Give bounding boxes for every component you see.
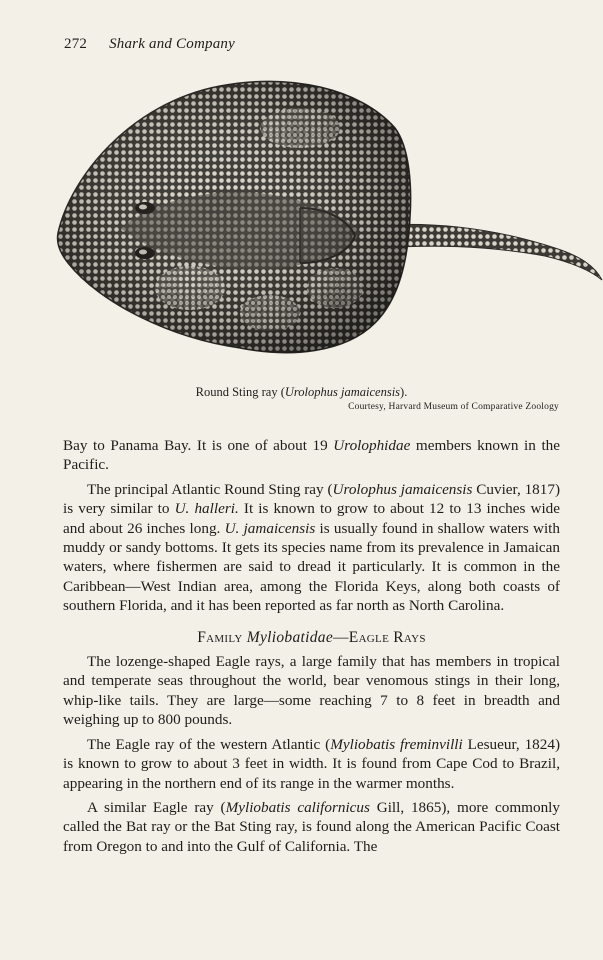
- paragraph: [63, 436, 560, 475]
- text-run: Myliobatis freminvilli: [330, 735, 463, 753]
- heading-common-name: —Eagle Rays: [333, 628, 426, 646]
- heading-family-name: Myliobatidae: [246, 628, 333, 646]
- page-number: 272: [64, 36, 88, 52]
- figure-caption: [0, 385, 603, 400]
- text-run: Gill, 1865), more commonly called the Bat ray or the Bat Sting ray, is found along the American Pacific Coast from Oregon to and into the Gulf of California. The: [63, 798, 560, 855]
- text-run: U. halleri.: [174, 500, 239, 518]
- text-run: It is known to grow to about 12 to 13 inches wide and about 26 inches long.: [63, 500, 560, 537]
- paragraph: [63, 480, 560, 616]
- text-run: Urolophus jamaicensis: [332, 480, 473, 498]
- text-run: Bay to Panama Bay. It is one of about 19: [63, 437, 334, 454]
- figure-credit: Courtesy, Harvard Museum of Comparative Zoology: [348, 402, 559, 412]
- caption-text: Round Sting ray (: [195, 385, 285, 399]
- book-title: Shark and Company: [109, 36, 235, 52]
- text-run: Myliobatis californicus: [225, 798, 370, 816]
- text-run: The principal Atlantic Round Sting ray (: [87, 480, 333, 498]
- text-run: Cuvier, 1817) is very similar to: [63, 480, 561, 518]
- paragraph: [63, 735, 560, 793]
- text-run: The lozenge-shaped Eagle rays, a large family that has members in tropical and temperate seas throughout the world, bear venomous stings in their long, whip-like tails. They are large—some reaching 7 to 8 feet in breadth and weighing up to 800 pounds.: [63, 653, 560, 729]
- text-run: A similar Eagle ray (: [87, 798, 226, 816]
- text-run: Urolophidae: [333, 437, 411, 454]
- body-text: [63, 436, 560, 856]
- text-run: U. jamaicensis: [224, 519, 316, 537]
- caption-end: ).: [400, 385, 408, 399]
- text-run: The Eagle ray of the western Atlantic (: [87, 735, 331, 753]
- paragraph: [63, 798, 560, 856]
- heading-family-word: Family: [197, 628, 243, 646]
- text-run: Lesueur, 1824) is known to grow to about 3 feet in width. It is found from Cape Cod to Brazil, appearing in the northern end of its range in the warmer months.: [63, 735, 561, 792]
- text-run: is usually found in shallow waters with muddy or sandy bottoms. It gets its species name from its prevalence in Jamaican waters, where fishermen are said to dread it particularly. It is common in the Caribbean—West Indian area, among the Florida Keys, along both coasts of southern Florida, and it has been reported as far north as North Carolina.: [63, 519, 560, 615]
- sting-ray-illustration: [50, 58, 603, 380]
- section-heading: [63, 628, 560, 647]
- running-head: [64, 36, 235, 53]
- text-run: members known in the Pacific.: [63, 437, 560, 474]
- paragraph: [63, 652, 560, 730]
- caption-species: Urolophus jamaicensis: [284, 385, 401, 399]
